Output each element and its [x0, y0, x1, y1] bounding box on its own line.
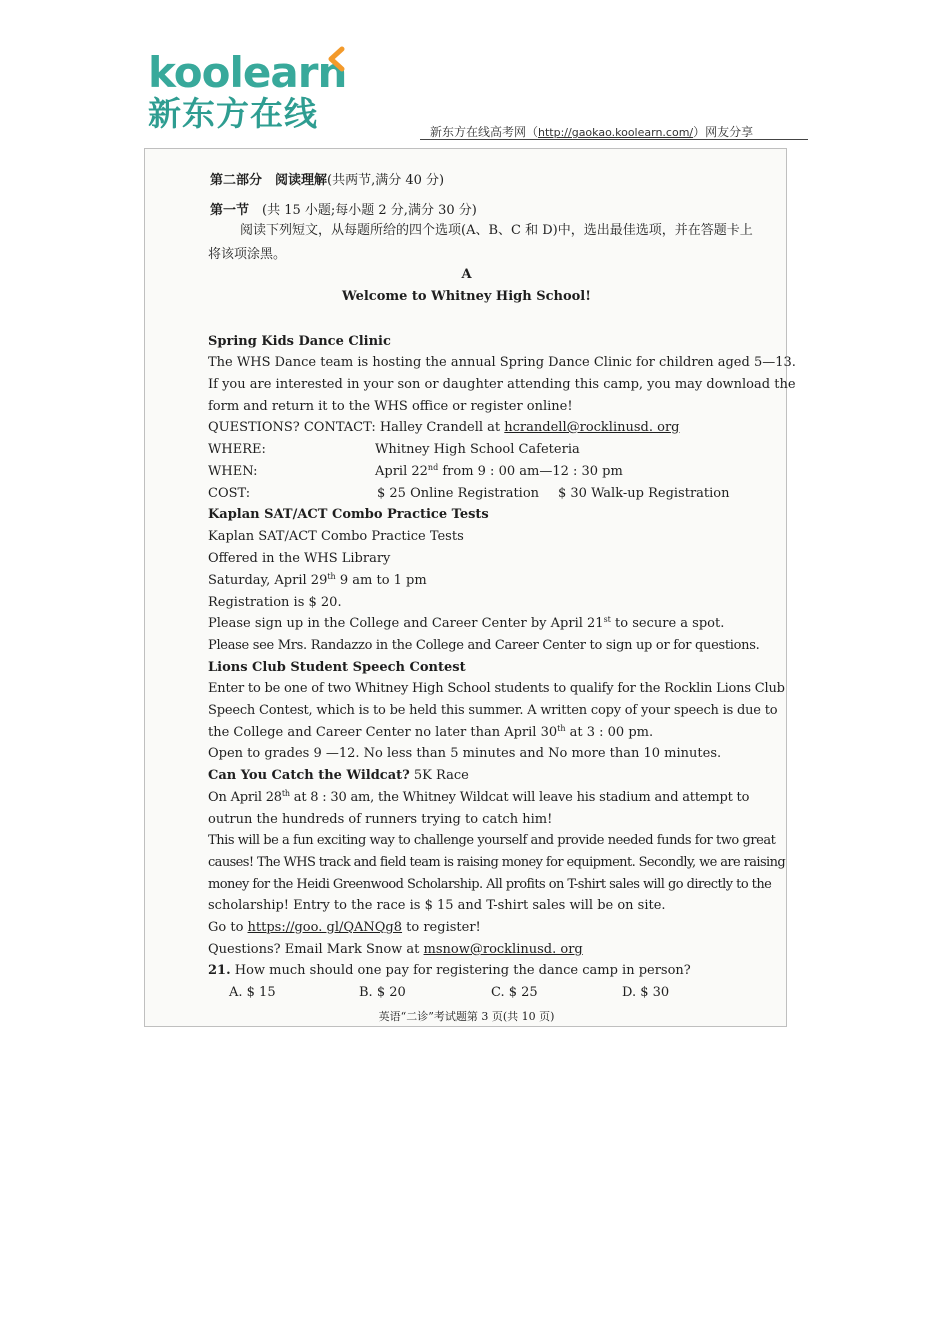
dance-cost-label: COST:: [208, 486, 251, 501]
section-title: [210, 203, 477, 219]
race-contact-label: Questions? Email Mark Snow at: [208, 942, 424, 957]
when-time: from 9 : 00 am—12 : 30 pm: [438, 464, 623, 479]
when-date: April 22: [375, 464, 428, 479]
share-suffix: ）网友分享: [693, 125, 754, 139]
instruction-line-1: 阅读下列短文，从每题所给的四个选项(A、B、C 和 D)中，选出最佳选项，并在答题卡上: [240, 223, 753, 238]
dance-where-label: WHERE:: [208, 442, 266, 457]
lions-line-2: Speech Contest, which is to be held this summer. A written copy of your speech is due to: [208, 703, 778, 718]
race-line-4: causes! The WHS track and field team is raising money for equipment. Secondly, we are raising: [208, 855, 786, 870]
question-text: How much should one pay for registering the dance camp in person?: [230, 963, 691, 978]
race-register-prefix: Go to: [208, 920, 248, 935]
share-prefix: 新东方在线高考网（: [430, 125, 539, 139]
dance-cost-walkup: $ 30 Walk-up Registration: [558, 486, 730, 501]
kaplan-date-day: Saturday, April 29: [208, 573, 328, 588]
question-number: 21.: [208, 963, 231, 978]
kaplan-fee: Registration is $ 20.: [208, 595, 342, 610]
race-line-1: [208, 790, 749, 806]
instruction-line-2: 将该项涂黑。: [208, 247, 287, 262]
passage-title: Welcome to Whitney High School!: [342, 289, 591, 304]
race-contact: [208, 942, 583, 958]
kaplan-line-2: Offered in the WHS Library: [208, 551, 391, 566]
lions-deadline-time: at 3 : 00 pm.: [565, 725, 654, 740]
dance-cost-online: $ 25 Online Registration: [377, 486, 540, 501]
kaplan-date: [208, 573, 427, 589]
kaplan-heading: Kaplan SAT/ACT Combo Practice Tests: [208, 507, 489, 522]
part-title: [210, 173, 444, 189]
race-date-rest: at 8 : 30 am, the Whitney Wildcat will leave his stadium and attempt to: [289, 790, 750, 805]
dance-contact-label: QUESTIONS? CONTACT: Halley Crandell at: [208, 420, 505, 435]
dance-when-label: WHEN:: [208, 464, 258, 479]
kaplan-date-ordinal: th: [327, 572, 336, 581]
dance-contact-email-link[interactable]: hcrandell@rocklinusd. org: [504, 420, 680, 435]
race-register: [208, 920, 481, 936]
dance-line-2: If you are interested in your son or daughter attending this camp, you may download the: [208, 377, 796, 392]
race-date-ordinal: th: [281, 789, 290, 798]
race-line-6: scholarship! Entry to the race is $ 15 and T-shirt sales will be on site.: [208, 898, 666, 913]
koolearn-logo: [148, 48, 347, 133]
lions-line-3: [208, 725, 653, 741]
kaplan-see: Please see Mrs. Randazzo in the College and Career Center to sign up or for questions.: [208, 638, 760, 653]
logo-chinese-name: 新东方在线: [148, 94, 318, 133]
section-title-bold: 第一节: [210, 203, 250, 218]
part-title-bold: 第二部分 阅读理解: [210, 173, 328, 188]
race-register-link[interactable]: https://goo. gl/QANQg8: [247, 920, 403, 935]
race-heading: [208, 768, 469, 784]
when-ordinal: nd: [427, 463, 439, 472]
header-divider: [420, 139, 808, 140]
dance-contact: [208, 420, 679, 436]
kaplan-signup-ordinal: st: [603, 615, 611, 624]
kaplan-signup: [208, 616, 724, 632]
race-contact-email-link[interactable]: msnow@rocklinusd. org: [423, 942, 583, 957]
dance-when-value: [375, 464, 623, 480]
kaplan-signup-text: Please sign up in the College and Career Center by April 21: [208, 616, 604, 631]
site-share-note: [430, 123, 753, 140]
part-title-note: (共两节,满分 40 分): [327, 173, 445, 188]
race-register-suffix: to register!: [402, 920, 481, 935]
dance-where-value: Whitney High School Cafeteria: [375, 442, 580, 457]
kaplan-signup-end: to secure a spot.: [610, 616, 725, 631]
race-date: On April 28: [208, 790, 282, 805]
race-line-3: This will be a fun exciting way to challenge yourself and provide needed funds for two great: [208, 833, 776, 848]
race-line-5: money for the Heidi Greenwood Scholarship. All profits on T-shirt sales will go directly to the: [208, 877, 772, 892]
share-url-link[interactable]: http://gaokao.koolearn.com/: [538, 126, 694, 139]
lions-deadline-ordinal: th: [557, 724, 566, 733]
lions-deadline: the College and Career Center no later than April 30: [208, 725, 558, 740]
lions-line-4: Open to grades 9 —12. No less than 5 minutes and No more than 10 minutes.: [208, 746, 722, 761]
logo-wordmark: koolearn: [148, 48, 347, 97]
option-d[interactable]: D. $ 30: [622, 985, 670, 1000]
logo-chevron-icon: [326, 46, 346, 72]
race-heading-rest: 5K Race: [409, 768, 469, 783]
dance-line-1: The WHS Dance team is hosting the annual Spring Dance Clinic for children aged 5—13.: [208, 355, 796, 370]
exam-page-scan: [144, 148, 796, 1027]
question-21: [208, 963, 691, 979]
dance-heading: Spring Kids Dance Clinic: [208, 334, 391, 349]
lions-line-1: Enter to be one of two Whitney High School students to qualify for the Rocklin Lions Club: [208, 681, 785, 696]
option-c[interactable]: C. $ 25: [491, 985, 538, 1000]
dance-line-3: form and return it to the WHS office or register online!: [208, 399, 573, 414]
kaplan-date-time: 9 am to 1 pm: [335, 573, 427, 588]
race-heading-bold: Can You Catch the Wildcat?: [208, 768, 410, 783]
option-b[interactable]: B. $ 20: [359, 985, 406, 1000]
lions-heading: Lions Club Student Speech Contest: [208, 660, 466, 675]
option-a[interactable]: A. $ 15: [229, 985, 276, 1000]
passage-letter: A: [461, 267, 472, 282]
kaplan-line-1: Kaplan SAT/ACT Combo Practice Tests: [208, 529, 464, 544]
page-footer: 英语“二诊”考试题第 3 页(共 10 页): [378, 1010, 555, 1023]
section-title-note: (共 15 小题;每小题 2 分,满分 30 分): [249, 203, 477, 218]
race-line-2: outrun the hundreds of runners trying to catch him!: [208, 812, 553, 827]
